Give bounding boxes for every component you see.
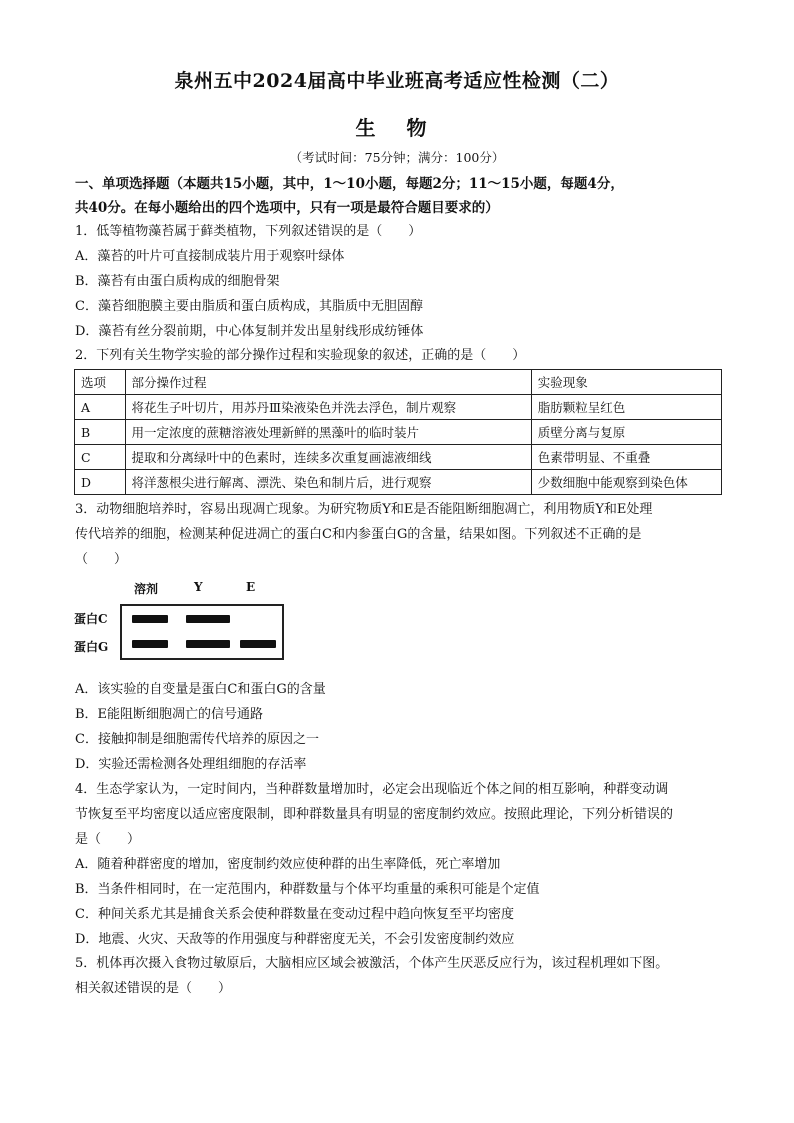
table-header-cell: 选项 xyxy=(75,370,126,395)
question-5-stem-line-2: 相关叙述错误的是（ ） xyxy=(75,981,232,996)
question-1-option-d: D．藻苔有丝分裂前期，中心体复制并发出星射线形成纺锤体 xyxy=(75,324,424,339)
band-protein-c-y xyxy=(186,615,230,623)
band-protein-g-y xyxy=(186,640,230,648)
question-4 xyxy=(75,777,723,952)
subject-heading: 生 物 xyxy=(355,116,439,140)
gel-column-label: E xyxy=(246,580,256,594)
table-cell: B xyxy=(75,420,126,445)
question-4-option-c: C．种间关系尤其是捕食关系会使种群数量在变动过程中趋向恢复至平均密度 xyxy=(75,907,514,922)
question-3-option-c: C．接触抑制是细胞需传代培养的原因之一 xyxy=(75,732,319,747)
question-3-stem-line-1: 3．动物细胞培养时，容易出现凋亡现象。为研究物质Y和E是否能阻断细胞凋亡，利用物质Y和E处理 xyxy=(75,502,653,517)
table-cell: A xyxy=(75,395,126,420)
question-3-stem-line-3: （ ） xyxy=(75,552,128,567)
section-header-line-1: 一、单项选择题（本题共15小题，其中，1～10小题，每题2分；11～15小题，每题4分， xyxy=(75,176,624,192)
section-header-line-2: 共40分。在每小题给出的四个选项中，只有一项是最符合题目要求的） xyxy=(75,200,499,216)
table-cell: 将花生子叶切片，用苏丹Ⅲ染液染色并洗去浮色，制片观察 xyxy=(125,395,531,420)
table-cell: 少数细胞中能观察到染色体 xyxy=(531,470,721,495)
question-3-option-b: B．E能阻断细胞凋亡的信号通路 xyxy=(75,707,264,722)
question-1-stem: 1．低等植物藻苔属于藓类植物，下列叙述错误的是（ ） xyxy=(75,224,422,239)
table-cell: 提取和分离绿叶中的色素时，连续多次重复画滤液细线 xyxy=(125,445,531,470)
section-header xyxy=(75,172,725,220)
question-1-option-a: A．藻苔的叶片可直接制成装片用于观察叶绿体 xyxy=(75,249,345,264)
question-4-stem-line-2: 节恢复至平均密度以适应密度限制，即种群数量具有明显的密度制约效应。按照此理论，下列分析错误的 xyxy=(75,807,674,822)
question-3-option-d: D．实验还需检测各处理组细胞的存活率 xyxy=(75,757,307,772)
band-protein-g-solvent xyxy=(132,640,168,648)
question-1-option-c: C．藻苔细胞膜主要由脂质和蛋白质构成，其脂质中无胆固醇 xyxy=(75,299,423,314)
question-4-stem-line-3: 是（ ） xyxy=(75,832,141,847)
western-blot-figure xyxy=(74,580,284,662)
question-1-option-b: B．藻苔有由蛋白质构成的细胞骨架 xyxy=(75,274,280,289)
table-row xyxy=(75,420,722,445)
question-2-table xyxy=(74,369,722,495)
page-title: 泉州五中2024届高中毕业班高考适应性检测（二） xyxy=(174,70,620,92)
gel-row-label: 蛋白C xyxy=(74,612,108,626)
band-protein-g-e xyxy=(240,640,276,648)
table-cell: 质壁分离与复原 xyxy=(531,420,721,445)
table-header-cell: 实验现象 xyxy=(531,370,721,395)
table-cell: 脂肪颗粒呈红色 xyxy=(531,395,721,420)
question-3-option-a: A．该实验的自变量是蛋白C和蛋白G的含量 xyxy=(75,682,326,697)
table-header-row xyxy=(75,370,722,395)
table-cell: D xyxy=(75,470,126,495)
exam-info: （考试时间：75分钟；满分：100分） xyxy=(289,150,505,165)
table-row xyxy=(75,445,722,470)
table-cell: 色素带明显、不重叠 xyxy=(531,445,721,470)
table-cell: C xyxy=(75,445,126,470)
table-row xyxy=(75,470,722,495)
band-protein-c-solvent xyxy=(132,615,168,623)
table-row xyxy=(75,395,722,420)
question-1 xyxy=(75,219,723,344)
table-cell: 用一定浓度的蔗糖溶液处理新鲜的黑藻叶的临时装片 xyxy=(125,420,531,445)
question-5 xyxy=(75,951,723,1001)
gel-frame xyxy=(120,604,284,660)
question-3-stem-line-2: 传代培养的细胞，检测某种促进凋亡的蛋白C和内参蛋白G的含量，结果如图。下列叙述不正确的是 xyxy=(75,527,642,542)
gel-column-label: Y xyxy=(194,580,203,594)
question-3-stem xyxy=(75,497,723,572)
question-4-option-b: B．当条件相同时，在一定范围内，种群数量与个体平均重量的乘积可能是个定值 xyxy=(75,882,540,897)
question-5-stem-line-1: 5．机体再次摄入食物过敏原后，大脑相应区域会被激活，个体产生厌恶反应行为，该过程机理如下图。 xyxy=(75,956,669,971)
question-4-option-a: A．随着种群密度的增加，密度制约效应使种群的出生率降低，死亡率增加 xyxy=(75,857,501,872)
gel-column-label: 溶剂 xyxy=(134,582,159,596)
gel-row-label: 蛋白G xyxy=(74,640,109,654)
question-3-options xyxy=(75,677,723,777)
question-4-stem-line-1: 4．生态学家认为，一定时间内，当种群数量增加时，必定会出现临近个体之间的相互影响，种群变动调 xyxy=(75,782,669,797)
question-2-stem: 2．下列有关生物学实验的部分操作过程和实验现象的叙述，正确的是（ ） xyxy=(75,348,526,363)
table-header-cell: 部分操作过程 xyxy=(125,370,531,395)
question-4-option-d: D．地震、火灾、天敌等的作用强度与种群密度无关，不会引发密度制约效应 xyxy=(75,932,515,947)
table-cell: 将洋葱根尖进行解离、漂洗、染色和制片后，进行观察 xyxy=(125,470,531,495)
